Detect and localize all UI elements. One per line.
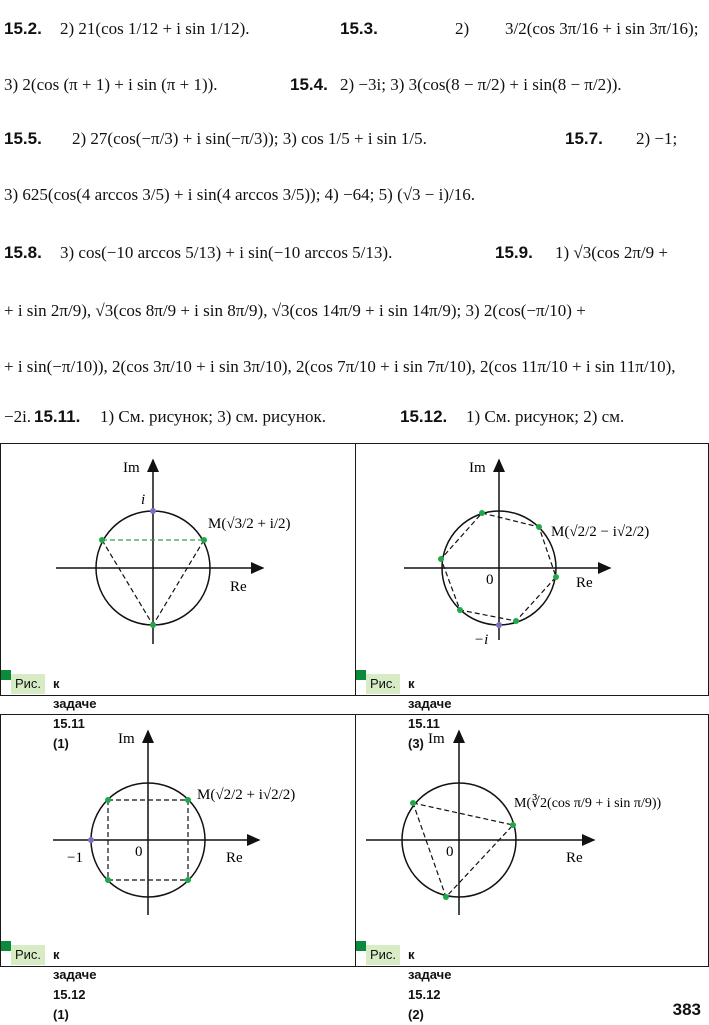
caption-marker	[1, 670, 11, 680]
root-point	[536, 524, 542, 530]
answer-text: + i sin 2π/9), √3(cos 8π/9 + i sin 8π/9), √3(cos 14π/9 + i sin 14π/9); 3) 2(cos(−π/10) +	[4, 301, 586, 320]
im-label: Im	[118, 731, 135, 747]
caption-text: к задаче 15.11 (3)	[408, 676, 452, 751]
answer-text: 1) См. рисунок; 2) см.	[466, 407, 625, 426]
re-label: Re	[230, 579, 247, 595]
answer-text: 2) −3i; 3) 3(cos(8 − π/2) + i sin(8 − π/2)).	[340, 75, 622, 94]
caption-text: к задаче 15.12 (1)	[53, 947, 97, 1022]
root-point	[185, 797, 191, 803]
figure-panel-15-11-3	[355, 443, 709, 751]
answer-line-8	[0, 396, 709, 438]
problem-number: 15.2.	[4, 19, 42, 38]
caption-prefix: Рис.	[11, 674, 45, 694]
caption-text: к задаче 15.11 (1)	[53, 676, 97, 751]
figure-panel-15-12-1	[0, 714, 356, 1022]
root-point	[105, 877, 111, 883]
answer-text: 3) cos(−10 arccos 5/13) + i sin(−10 arccos 5/13).	[60, 243, 393, 262]
problem-number: 15.8.	[4, 243, 42, 262]
caption-marker	[356, 670, 366, 680]
root-point	[185, 877, 191, 883]
root-point	[410, 800, 416, 806]
m-label: M(√2/2 + i√2/2)	[197, 787, 296, 803]
origin-label: 0	[446, 844, 454, 860]
answer-text: 1) См. рисунок; 3) см. рисунок.	[100, 407, 326, 426]
answer-text: 2) 27(cos(−π/3) + i sin(−π/3)); 3) cos 1/5 + i sin 1/5.	[72, 129, 427, 148]
answer-line-5	[0, 232, 709, 274]
problem-number: 15.9.	[495, 243, 533, 262]
root-point	[201, 537, 207, 543]
complex-plane-figure	[356, 715, 708, 937]
answer-text: + i sin(−π/10)), 2(cos 3π/10 + i sin 3π/10), 2(cos 7π/10 + i sin 7π/10), 2(cos 11π/10 + i sin 11π/10),	[4, 357, 676, 376]
problem-number: 15.4.	[290, 75, 328, 94]
m-label: M(∛2(cos π/9 + i sin π/9))	[514, 796, 662, 811]
im-label: Im	[469, 460, 486, 476]
complex-plane-figure	[1, 444, 355, 666]
figure-panel-15-11-1	[0, 443, 356, 751]
answer-text: 1) √3(cos 2π/9 +	[555, 243, 668, 262]
answer-text: 3) 2(cos (π + 1) + i sin (π + 1)).	[4, 75, 218, 94]
m-label: M(√2/2 − i√2/2)	[551, 524, 650, 540]
root-point	[105, 797, 111, 803]
root-point	[513, 618, 519, 624]
page-number: 383	[672, 1000, 701, 1019]
answer-text: 2) 21(cos 1/12 + i sin 1/12).	[60, 19, 250, 38]
re-label: Re	[576, 575, 593, 591]
problem-number: 15.11.	[34, 407, 81, 426]
unit-point-minus-1	[88, 837, 94, 843]
triangle	[413, 803, 513, 897]
problem-number: 15.5.	[4, 129, 42, 148]
problem-number: 15.12.	[400, 407, 448, 426]
point-label-minus-1: −1	[67, 850, 83, 866]
im-label: Im	[123, 460, 140, 476]
answer-text: 2) −1;	[636, 129, 678, 148]
problem-number: 15.7.	[565, 129, 603, 148]
answer-line-2	[0, 64, 709, 106]
caption-prefix: Рис.	[366, 674, 400, 694]
triangle-side	[102, 540, 153, 625]
caption-text: к задаче 15.12 (2)	[408, 947, 452, 1022]
root-point	[479, 510, 485, 516]
unit-point-minus-i	[496, 622, 502, 628]
answer-line-7	[0, 346, 709, 388]
complex-plane-figure	[1, 715, 355, 937]
im-label: Im	[428, 731, 445, 747]
answer-text: 3) 625(cos(4 arccos 3/5) + i sin(4 arccos 3/5)); 4) −64; 5) (√3 − i)/16.	[4, 185, 476, 204]
root-point	[438, 556, 444, 562]
caption-marker	[356, 941, 366, 951]
root-point	[457, 607, 463, 613]
caption-prefix: Рис.	[11, 945, 45, 965]
point-label-minus-i: −i	[474, 632, 489, 648]
origin-label: 0	[486, 572, 494, 588]
answer-line-3	[0, 118, 709, 160]
answer-line-6	[0, 290, 709, 332]
complex-plane-figure	[356, 444, 708, 666]
root-point	[150, 622, 156, 628]
answer-line-1	[0, 8, 709, 50]
root-point	[443, 894, 449, 900]
re-label: Re	[226, 850, 243, 866]
root-point	[553, 574, 559, 580]
answer-text: −2i.	[4, 407, 32, 426]
m-label: M(√3/2 + i/2)	[208, 516, 291, 532]
re-label: Re	[566, 850, 583, 866]
point-label-i: i	[141, 492, 146, 508]
caption-marker	[1, 941, 11, 951]
origin-label: 0	[135, 844, 143, 860]
triangle-side	[153, 540, 204, 625]
answer-text: 2)	[455, 19, 470, 38]
caption-prefix: Рис.	[366, 945, 400, 965]
problem-number: 15.3.	[340, 19, 378, 38]
unit-point-i	[150, 508, 156, 514]
root-point	[510, 822, 516, 828]
root-point	[99, 537, 105, 543]
answer-text: 3/2(cos 3π/16 + i sin 3π/16);	[505, 19, 699, 38]
answer-line-4	[0, 174, 709, 216]
